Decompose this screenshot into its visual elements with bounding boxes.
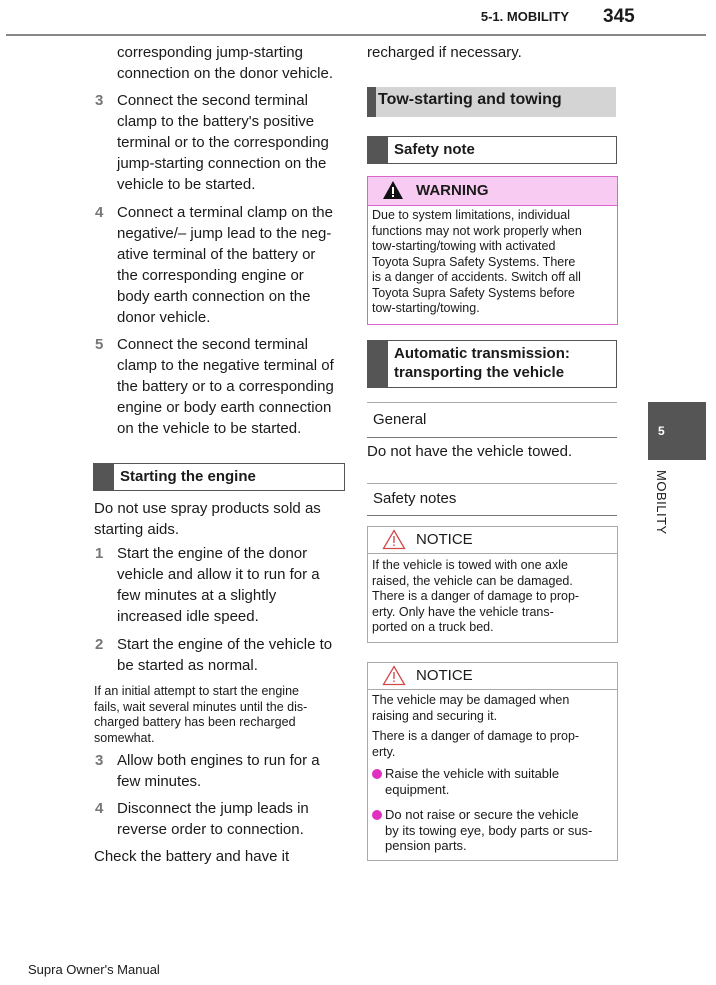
bullet-dot-icon [372,810,382,820]
step-text: Connect the second terminal clamp to the battery's positive terminal or to the corresponding jump-starting connection on the vehicle to be started. [117,92,329,193]
check-battery-text: Check the battery and have it [94,848,290,865]
heading-label: General [373,411,427,428]
heading-label: Starting the engine [120,468,256,485]
step-number: 3 [95,752,104,769]
automatic-transmission-heading [367,340,617,388]
warning-title-bar [368,177,617,206]
notice-box-towing [367,526,618,643]
bullet-text: Raise the vehicle with suitable equipment. [385,766,560,797]
chapter-tab-number: 5 [658,424,665,438]
general-text: Do not have the vehicle towed. [367,443,573,460]
notice-box-raising [367,662,618,861]
notice-body-1: The vehicle may be damaged when raising and securing it. [372,693,570,723]
bullet-text: Do not raise or secure the vehicle by its towing eye, body parts or sus- pension parts. [385,807,593,853]
warning-triangle-icon [382,180,404,200]
notice-title-bar [368,527,617,554]
initial-attempt-note: If an initial attempt to start the engine fails, wait several minutes until the dis- charged battery has been recharged somewhat. [94,684,308,745]
notice-body-2: There is a danger of damage to prop- erty. [372,729,580,759]
bullet-dot-icon [372,769,382,779]
caution-triangle-icon [382,529,406,550]
step-text: Connect a terminal clamp on the negative/– jump lead to the neg- ative terminal of the battery or the corresponding engine or body earth connection on the donor vehicle. [117,204,333,326]
step-text: Start the engine of the vehicle to be started as normal. [117,636,333,674]
chapter-tab-label: MOBILITY [654,470,669,535]
step-number: 4 [95,800,104,817]
heading-bar [368,341,388,387]
step-number: 5 [95,336,104,353]
warning-title: WARNING [416,182,489,199]
heading-label: Automatic transmission: transporting the vehicle [394,345,570,381]
caution-triangle-icon [382,665,406,686]
step-number: 2 [95,636,104,653]
chapter-tab [648,402,706,460]
step-text: Start the engine of the donor vehicle and allow it to run for a few minutes at a slightly increased idle speed. [117,545,320,625]
header-section-title: 5-1. MOBILITY [480,9,569,24]
starting-engine-heading [93,463,345,491]
intro-continuation: corresponding jump-starting connection on the donor vehicle. [117,44,333,82]
step-text: Disconnect the jump leads in reverse order to connection. [117,800,309,838]
notice-title-bar [368,663,617,690]
heading-label: Safety note [394,141,475,158]
notice-title: NOTICE [416,531,473,548]
spray-note: Do not use spray products sold as starting aids. [94,500,321,538]
heading-label: Tow-starting and towing [378,91,562,108]
heading-bar [368,137,388,163]
heading-label: Safety notes [373,490,457,507]
page-number: 345 [603,6,635,27]
recharged-text: recharged if necessary. [367,44,522,61]
warning-box [367,176,618,325]
header-rule [6,34,706,36]
safety-note-heading [367,136,617,164]
general-heading [367,402,617,438]
heading-bar [94,464,114,490]
safety-notes-heading [367,483,617,516]
step-number: 4 [95,204,104,221]
notice-title: NOTICE [416,667,473,684]
step-number: 1 [95,545,104,562]
footer-manual-title: Supra Owner's Manual [28,962,160,977]
notice-body: If the vehicle is towed with one axle raised, the vehicle can be damaged. There is a danger of damage to prop- erty. Only have the vehicle trans- ported on a truck bed. [372,558,580,634]
warning-body: Due to system limitations, individual functions may not work properly when tow-starting/towing with activated Toyota Supra Safety Systems. There is a danger of accidents. Switch off all Toyota Supra Safety Systems before tow-starting/towing. [372,208,582,315]
step-text: Allow both engines to run for a few minutes. [117,752,320,790]
tow-starting-heading [367,87,616,117]
step-text: Connect the second terminal clamp to the negative terminal of the battery or to a corresponding engine or body earth connection on the vehicle to be started. [117,336,334,437]
step-number: 3 [95,92,104,109]
